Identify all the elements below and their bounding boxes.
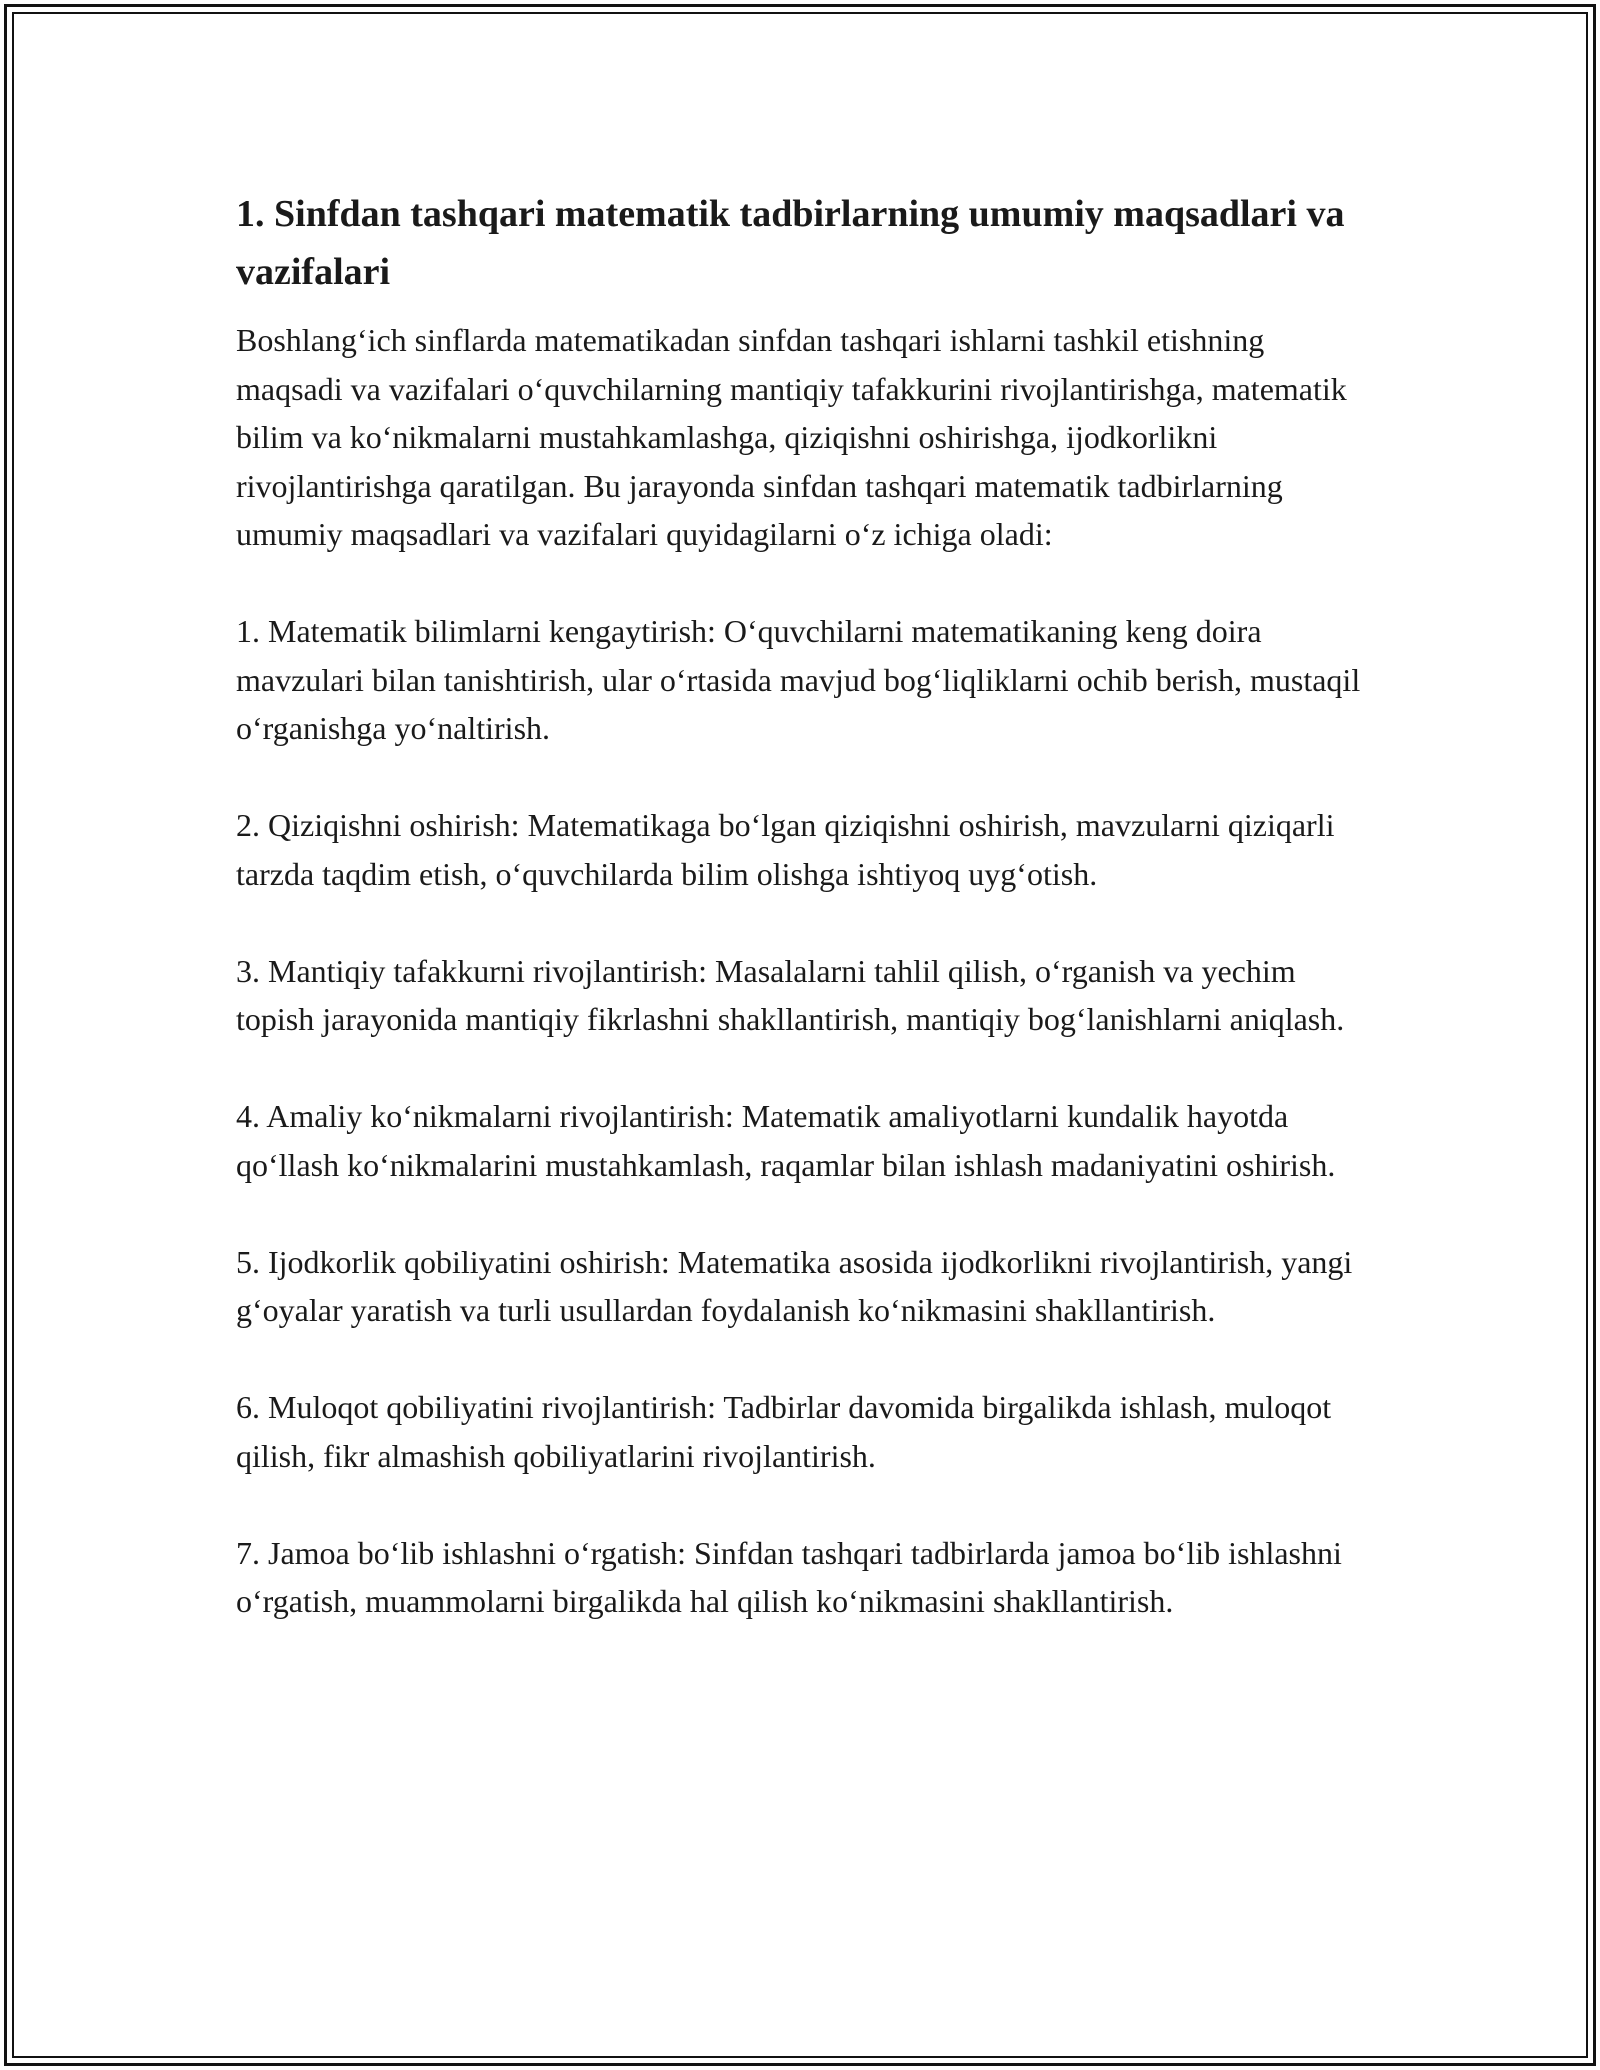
goal-item-7: 7. Jamoa bo‘lib ishlashni o‘rgatish: Sinfdan tashqari tadbirlarda jamoa bo‘lib ishlashni o‘rgatish, muammolarni birgalikda hal qilish ko‘nikmasini shakllantirish. — [236, 1534, 1342, 1619]
goal-item-6: 6. Muloqot qobiliyatini rivojlantirish: Tadbirlar davomida birgalikda ishlash, muloqot qilish, fikr almashish qobiliyatlarini rivojlantirish. — [236, 1389, 1332, 1474]
goals-list — [236, 607, 1376, 1626]
goal-item-1: 1. Matematik bilimlarni kengaytirish: O‘quvchilarni matematikaning keng doira mavzulari bilan tanishtirish, ular o‘rtasida mavjud bog‘liqliklarni ochib berish, mustaqil o‘rganishga yo‘naltirish. — [236, 613, 1361, 746]
section-heading: 1. Sinfdan tashqari matematik tadbirlarning umumiy maqsadlari va vazifalari — [236, 193, 1345, 293]
goal-item-5: 5. Ijodkorlik qobiliyatini oshirish: Matematika asosida ijodkorlikni rivojlantirish, yangi g‘oyalar yaratish va turli usullardan foydalanish ko‘nikmasini shakllantirish. — [236, 1243, 1353, 1328]
intro-paragraph: Boshlang‘ich sinflarda matematikadan sinfdan tashqari ishlarni tashkil etishning maqsadi va vazifalari o‘quvchilarning mantiqiy tafakkurini rivojlantirishga, matematik bilim va ko‘nikmalarni mustahkamlashga, qiziqishni oshirishga, ijodkorlikni rivojlantirishga qaratilgan. Bu jarayonda sinfdan tashqari matematik tadbirlarning umumiy maqsadlari va vazifalari quyidagilarni o‘z ichiga oladi: — [236, 322, 1347, 552]
document-body — [236, 185, 1376, 1626]
goal-item-2: 2. Qiziqishni oshirish: Matematikaga bo‘lgan qiziqishni oshirish, mavzularni qiziqarli tarzda taqdim etish, o‘quvchilarda bilim olishga ishtiyoq uyg‘otish. — [236, 807, 1335, 892]
goal-item-4: 4. Amaliy ko‘nikmalarni rivojlantirish: Matematik amaliyotlarni kundalik hayotda qo‘llash ko‘nikmalarini mustahkamlash, raqamlar bilan ishlash madaniyatini oshirish. — [236, 1098, 1336, 1183]
goal-item-3: 3. Mantiqiy tafakkurni rivojlantirish: Masalalarni tahlil qilish, o‘rganish va yechim topish jarayonida mantiqiy fikrlashni shakllantirish, mantiqiy bog‘lanishlarni aniqlash. — [236, 952, 1345, 1037]
